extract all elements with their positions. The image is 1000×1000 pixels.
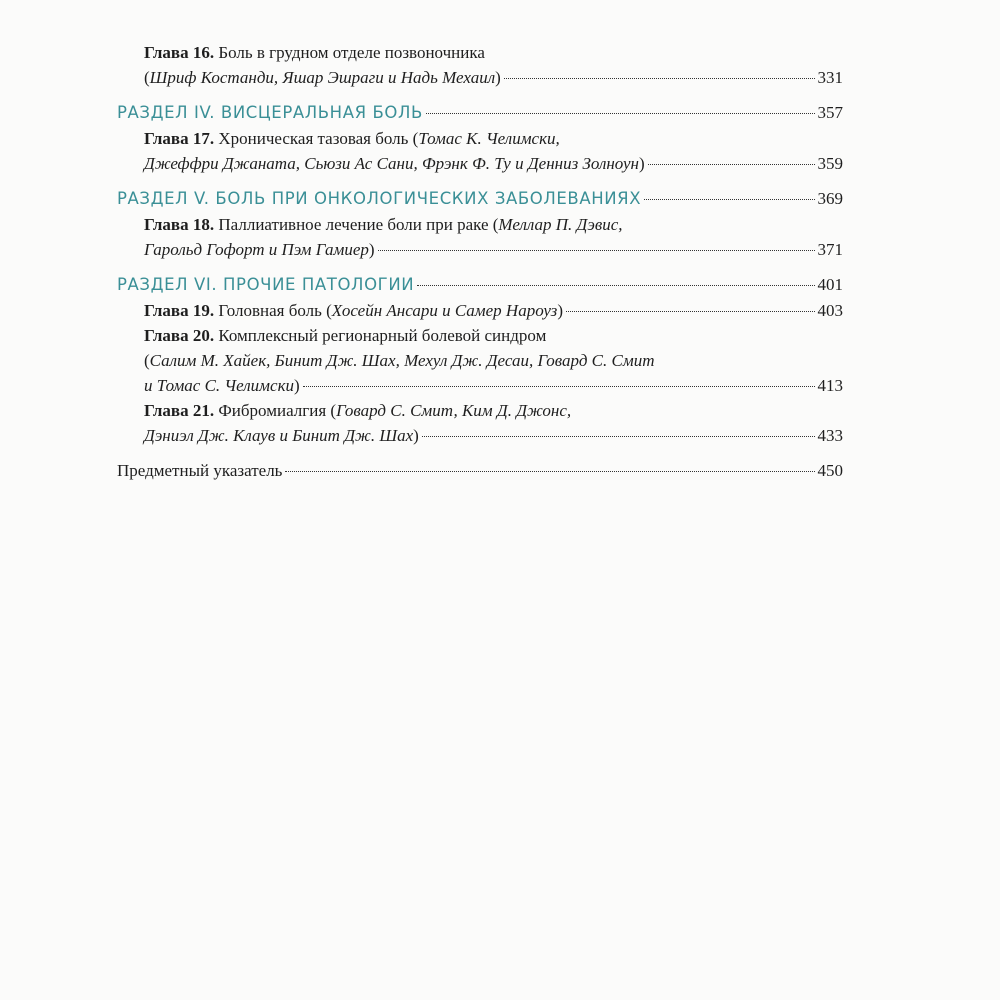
- chapter-title: Хроническая тазовая боль: [218, 129, 409, 148]
- chapter-label: Глава 18.: [144, 215, 215, 234]
- page-number: 357: [817, 103, 843, 122]
- chapter-title: Комплексный регионарный болевой синдром: [218, 326, 547, 345]
- toc-ch20-authors-line-1: ( Салим М. Хайек, Бинит Дж. Шах, Мехул Дж. Десаи, Говард С. Смит: [117, 348, 843, 373]
- chapter-authors: Томас К. Челимски,: [418, 129, 560, 148]
- toc-ch17-title-line: Глава 17. Хроническая тазовая боль ( Томас К. Челимски,: [117, 126, 843, 151]
- index-title: Предметный указатель: [117, 461, 283, 480]
- dot-leader: [378, 250, 815, 251]
- toc-index-line: [117, 458, 843, 483]
- chapter-authors: Джеффри Джаната, Сьюзи Ас Сани, Фрэнк Ф. Ту и Денниз Золноун: [144, 154, 639, 173]
- chapter-authors: Салим М. Хайек, Бинит Дж. Шах, Мехул Дж. Десаи, Говард С. Смит: [149, 351, 655, 370]
- chapter-title: Головная боль: [218, 301, 322, 320]
- dot-leader: [417, 285, 814, 286]
- toc-ch19-line: Глава 19. Головная боль ( Хосейн Ансари и Самер Нароуз ) 403: [117, 298, 843, 323]
- toc-ch16-authors-line: ( Шриф Костанди, Яшар Эшраги и Надь Мехаил ) 331: [117, 65, 843, 90]
- chapter-label: Глава 21.: [144, 401, 215, 420]
- chapter-label: Глава 16.: [144, 43, 215, 62]
- dot-leader: [648, 164, 815, 165]
- toc-ch17-authors-line: Джеффри Джаната, Сьюзи Ас Сани, Фрэнк Ф. Ту и Денниз Золноун ) 359: [117, 151, 843, 176]
- toc-section-6: [117, 272, 843, 298]
- dot-leader: [285, 471, 814, 472]
- chapter-authors: Шриф Костанди, Яшар Эшраги и Надь Мехаил: [149, 68, 496, 87]
- chapter-authors: Говард С. Смит, Ким Д. Джонс,: [336, 401, 572, 420]
- toc-ch21-title-line: Глава 21. Фибромиалгия ( Говард С. Смит, Ким Д. Джонс,: [117, 398, 843, 423]
- chapter-authors: Дэниэл Дж. Клаув и Бинит Дж. Шах: [144, 426, 414, 445]
- page-number: 433: [817, 426, 843, 445]
- toc-ch21-authors-line: Дэниэл Дж. Клаув и Бинит Дж. Шах ) 433: [117, 423, 843, 448]
- page-number: 369: [817, 189, 843, 208]
- toc-ch20-authors-line-2: и Томас С. Челимски ) 413: [117, 373, 843, 398]
- section-title: РАЗДЕЛ V. БОЛЬ ПРИ ОНКОЛОГИЧЕСКИХ ЗАБОЛЕВАНИЯХ: [117, 189, 642, 208]
- toc-section-5: [117, 186, 843, 212]
- chapter-label: Глава 19.: [144, 301, 215, 320]
- section-title: РАЗДЕЛ IV. ВИСЦЕРАЛЬНАЯ БОЛЬ: [117, 103, 423, 122]
- chapter-label: Глава 20.: [144, 326, 215, 345]
- table-of-contents: [117, 40, 843, 483]
- dot-leader: [566, 311, 815, 312]
- chapter-label: Глава 17.: [144, 129, 215, 148]
- chapter-title: Паллиативное лечение боли при раке: [218, 215, 489, 234]
- page-number: 331: [817, 68, 843, 87]
- page-number: 371: [817, 240, 843, 259]
- toc-ch20-title-line: [117, 323, 843, 348]
- dot-leader: [644, 199, 814, 200]
- chapter-authors: и Томас С. Челимски: [144, 376, 295, 395]
- page-number: 403: [817, 301, 843, 320]
- dot-leader: [422, 436, 815, 437]
- toc-ch18-authors-line: Гарольд Гофорт и Пэм Гамиер ) 371: [117, 237, 843, 262]
- page-number: 413: [817, 376, 843, 395]
- chapter-authors: Хосейн Ансари и Самер Нароуз: [331, 301, 558, 320]
- chapter-authors: Гарольд Гофорт и Пэм Гамиер: [144, 240, 369, 259]
- chapter-title: Боль в грудном отделе позвоночника: [218, 43, 485, 62]
- toc-section-4: [117, 100, 843, 126]
- chapter-authors: Меллар П. Дэвис,: [498, 215, 623, 234]
- dot-leader: [426, 113, 815, 114]
- page-number: 401: [817, 275, 843, 294]
- dot-leader: [504, 78, 815, 79]
- toc-ch16-title-line: [117, 40, 843, 65]
- page-number: 359: [817, 154, 843, 173]
- section-title: РАЗДЕЛ VI. ПРОЧИЕ ПАТОЛОГИИ: [117, 275, 415, 294]
- page-number: 450: [817, 461, 843, 480]
- dot-leader: [303, 386, 815, 387]
- toc-ch18-title-line: Глава 18. Паллиативное лечение боли при раке ( Меллар П. Дэвис,: [117, 212, 843, 237]
- chapter-title: Фибромиалгия: [218, 401, 327, 420]
